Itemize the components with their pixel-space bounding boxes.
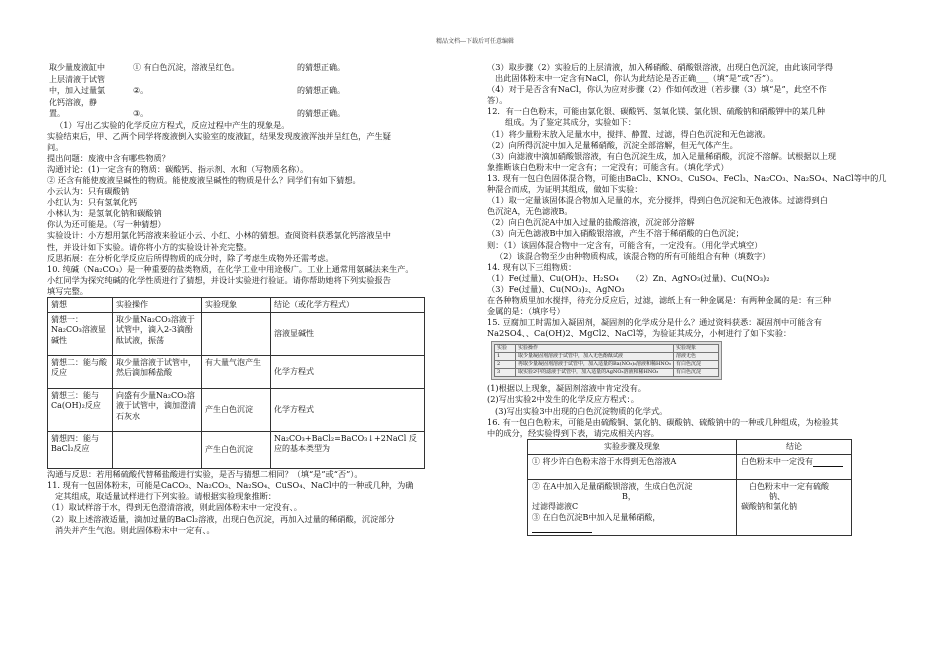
text-line: 13. 现有一包白色固体混合物，可能由BaCl₂、KNO₃、CuSO₄、FeCl₃、Na₂CO₃、Na₂SO₄、NaCl等中的几 — [487, 172, 887, 183]
text-line: （3）向滤液中滴加硝酸银溶液，有白色沉淀生成，加入足量稀硝酸，沉淀不溶解。试根据以上现 — [487, 150, 837, 161]
table-row: 猜想二：能与酸反应 取少量溶液于试管中，然后滴加稀盐酸 有大量气泡产生 化学方程式 — [48, 356, 425, 389]
table-row: 3 取实验2中的滤液于试管中，加入适量的AgNO₃溶液和稀HNO₃ 有白色沉淀 — [495, 369, 719, 377]
table-row: 猜想四：能与BaCl₂反应 产生白色沉淀 Na₂CO₃+BaCl₂=BaCO₃↓+2NaCl 反应的基本类型为 — [48, 432, 425, 469]
text-line: （3）Fe(过量)、Cu(NO₃)₂、AgNO₃ — [487, 283, 625, 294]
text-line: 中的成分，经实验得到下表，请完成相关内容。 — [487, 427, 659, 438]
text-line: 组成。为了鉴定其成分，实验如下： — [505, 117, 637, 128]
text-line: (1)根据以上现象，凝固剂溶液中肯定没有。 — [487, 383, 646, 394]
text-line: （2）向白色沉淀A中加入过量的盐酸溶液，沉淀部分溶解 — [487, 217, 695, 228]
table-header-row: 实验 实验操作 实验现象 — [495, 345, 719, 353]
text-line: （1）取一定量该固体混合物加入足量的水，充分搅拌，得到白色沉淀和无色液体。过滤得到白 — [487, 195, 828, 206]
text-line: 11. 现有一包固体粉末，可能是CaCO₃、Na₂CO₃、Na₂SO₄、CuSO₄、NaCl中的一种或几种，为确 — [47, 480, 414, 491]
table-row: 猜想一：Na₂CO₃溶液显碱性 取少量Na₂CO₃溶液于试管中，滴入2-3滴酚酞试液，振荡 溶液显碱性 — [48, 313, 425, 356]
text-line: 15. 豆腐加工时需加入凝固剂，凝固剂的化学成分是什么？通过资料获悉：凝固剂中可能含有 — [487, 317, 822, 328]
text-line: (3)写出实验3中出现的白色沉淀物质的化学式。 — [495, 405, 668, 416]
text-line: 小红认为：只有氢氧化钙 — [47, 197, 138, 208]
text-line: （3）向无色滤液B中加入硝酸银溶液，产生不溶于稀硝酸的白色沉淀； — [487, 228, 744, 239]
conclusion-cell: 白色粉末中一定有硫酸 钠、 碳酸钠和氯化钠 — [737, 480, 852, 536]
text-line: 在各种物质里加水搅拌，待充分反应后，过滤，滤纸上有一种金属是：有两种金属的是：有三种 — [487, 294, 831, 305]
steps-cell: ② 在A中加入足量硝酸钡溶液，生成白色沉淀 B， 过滤得滤液C ③ 在白色沉淀B中加入足量稀硝酸， — [528, 480, 737, 536]
experiment-table — [494, 344, 719, 377]
text-line: 实验设计：小方想用氯化钙溶液来验证小云、小红、小林的猜想。查阅资料获悉氯化钙溶液呈中 — [47, 230, 391, 241]
text-line: 问。 — [47, 141, 64, 152]
text-line: 填写完整。 — [47, 285, 88, 296]
table-row: 2 再取少量凝固剂溶液于试管中，加入适量的Ba(NO₃)₂溶液和稀HNO₃ 有白色沉淀 — [495, 361, 719, 369]
table-row: ① 将少许白色粉末溶于水得到无色溶液A 白色粉末中一定没有 — [528, 455, 852, 480]
text-line: 10. 纯碱（Na₂CO₃）是一种重要的盐类物质，在化学工业中用途极广。工业上通常用氨碱法来生产。 — [47, 263, 414, 274]
text-line: 色沉淀A，无色滤液B。 — [487, 206, 573, 217]
text-line: 小红同学为探究纯碱的化学性质进行了猜想，并设计实验进行验证。请你帮助她将下列实验报告 — [47, 274, 391, 285]
operation-cell: 取少量废液缸中 上层清液于试管 中，加入过量氯 化钙溶液，静 置。 — [49, 63, 105, 118]
table-row: 猜想三：能与Ca(OH)₂反应 向盛有少量Na₂CO₃溶液于试管中，滴加澄清石灰水 产生白色沉淀 化学方程式 — [48, 389, 425, 432]
text-line: 提出问题：废液中含有哪些物质？ — [47, 152, 170, 163]
answer-blank[interactable] — [532, 524, 592, 533]
text-line: 16. 有一包白色粉末，可能是由硫酸铜、氯化钠、碳酸钠、硫酸钠中的一种或几种组成，为检验其 — [487, 416, 839, 427]
text-line: (2)写出实验2中发生的化学反应方程式：。 — [487, 394, 639, 405]
text-line: ② 还含有能使废液呈碱性的物质。能使废液呈碱性的物质是什么？同学们有如下猜想。 — [47, 174, 361, 185]
text-line: （1）Fe(过量)、Cu(OH)₂、H₂SO₄ （2）Zn、AgNO₃(过量)、Cu(NO₃)₂ — [487, 272, 770, 283]
powder-analysis-table — [527, 439, 852, 536]
conclusion-cell: 白色粉末中一定没有 — [737, 455, 852, 480]
text-line: 实验结束后，甲、乙两个同学将废液倒入实验室的废液缸，结果发现废液浑浊并呈红色，产生疑 — [47, 130, 391, 141]
observation-table — [47, 62, 399, 120]
text-line: 象推断该白色粉末中一定含有；一定没有；可能含有。（填化学式） — [487, 161, 729, 172]
text-line: （3）取步骤（2）实验后的上层清液，加入稀硝酸、硝酸银溶液，出现白色沉淀，由此该同学得 — [487, 62, 834, 72]
text-line: Na2SO4、、Ca(OH)2、MgCl2、NaCl等，为验证其成分，小柯进行了如下实验： — [487, 328, 792, 339]
text-line: （1）写出乙实验的化学反应方程式，反应过程中产生的现象是。 — [55, 119, 290, 130]
text-line: 则：（1）该固体混合物中一定含有，可能含有，一定没有。（用化学式填空） — [487, 239, 763, 250]
text-line: （2）该混合物至少由种物质构成，该混合物的所有可能组合有种（填数字） — [495, 250, 771, 261]
text-line: 你认为还可能是。（写一种猜想） — [47, 219, 166, 230]
text-line: 沟通讨论：(1)一定含有的物质：碳酸钙、指示剂、水和（写物质名称）。 — [47, 163, 309, 174]
conclusion-cell: 的猜想正确。 的猜想正确。 的猜想正确。 — [297, 63, 345, 118]
experiment-table-image — [491, 341, 722, 380]
text-line: （1）将少量粉末放入足量水中，搅拌、静置、过滤，得白色沉淀和无色滤液。 — [487, 128, 771, 139]
text-line: 性，并设计如下实验。请你将小方的实验设计补充完整。 — [47, 241, 252, 252]
text-line: 出此固体粉末中一定含有NaCl，你认为此结论是否正确___（填“是”或“否”）。 — [495, 73, 779, 84]
carbonate-report-table — [47, 297, 425, 469]
text-line: 小云认为：只有碳酸钠 — [47, 186, 129, 197]
table-header-row: 猜想 实验操作 实验现象 结论（或化学方程式） — [48, 298, 425, 313]
page-header: 精品文档---下载后可任意编辑 — [435, 38, 515, 45]
table-header-row: 实验步骤及现象 结论 — [528, 439, 852, 454]
text-line: （2）向所得沉淀中加入足量稀硝酸，沉淀全部溶解，但无气体产生。 — [487, 139, 738, 150]
text-line: （2）取上述溶液适量，滴加过量的BaCl₂溶液，出现白色沉淀，再加入过量的稀硝酸，沉淀部分 — [47, 513, 395, 524]
text-line: 消失并产生气泡。则此固体粉末中一定有、。 — [55, 524, 215, 535]
left-column — [47, 62, 457, 536]
text-line: 小林认为：是氢氧化钠和碳酸钠 — [47, 208, 162, 219]
right-column — [487, 62, 902, 536]
text-line: 金属的是：（填序号） — [487, 306, 565, 317]
table-row: 1 取少量凝固剂溶液于试管中，加入无色酚酞试液 溶液无色 — [495, 353, 719, 361]
text-line: 14. 现有以下三组物质： — [487, 261, 577, 272]
text-line: 反思拓展：在分析化学反应后所得物质的成分时，除了考虑生成物外还需考虑。 — [47, 252, 334, 263]
text-line: （4）对于是否含有NaCl，你认为应对步骤（2）作如何改进（若步骤（3）填“是”，此空不作 — [487, 84, 827, 95]
text-line: 种混合而成，为证明其组成，做如下实验： — [487, 184, 643, 195]
answer-blank[interactable] — [813, 458, 843, 467]
text-line: 定其组成，取适量试样进行下列实验。请根据实验现象推断： — [55, 491, 277, 502]
text-line: （1）取试样溶于水，得到无色澄清溶液，则此固体粉末中一定没有、。 — [47, 502, 302, 513]
phenomenon-cell: ① 有白色沉淀，溶液呈红色。 ②。 ③。 — [133, 63, 240, 118]
table-row — [528, 480, 852, 536]
text-line: 答）。 — [487, 95, 508, 106]
text-line: 12．有一白色粉末，可能由氯化银、碳酸钙、氢氧化镁、氯化钡、硫酸钠和硝酸钾中的某几种 — [487, 106, 825, 117]
text-line: 沟通与反思：若用稀硫酸代替稀盐酸进行实验，是否与猜想二相同？（填“是”或“否”）。 — [47, 469, 363, 480]
